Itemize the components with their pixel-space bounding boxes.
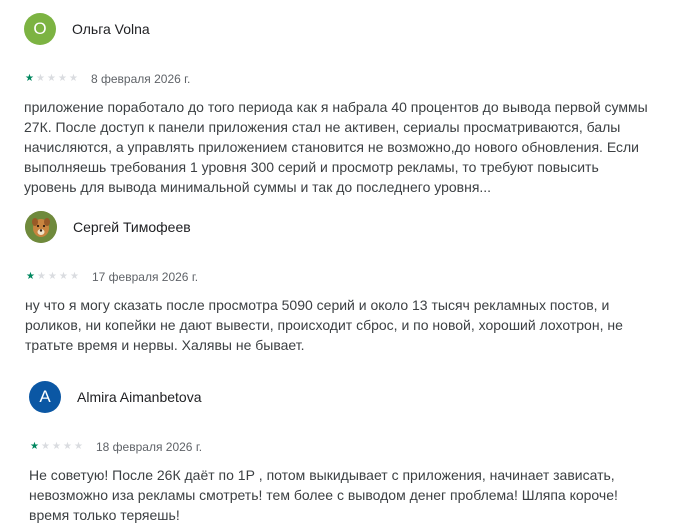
author-name: Almira Aimanbetova <box>77 389 202 405</box>
review-header <box>24 12 150 46</box>
star-rating <box>24 74 79 84</box>
review-text: приложение поработало до того периода как я набрала 40 процентов до вывода первой суммы 27К. После доступ к панели приложения стал не активен, сериалы просматриваются, балы начисляются, а управлять приложением становится не возможно,до нового обновления. Если выполняешь требования 1 уровня 300 серий и просмотр рекламы, то требуют повысить уровень для вывода минимальной суммы и так до последнего уровня... <box>24 99 648 195</box>
avatar <box>25 211 57 243</box>
star-rating <box>25 272 80 282</box>
star-empty-icon: ★ <box>70 271 79 282</box>
star-empty-icon: ★ <box>36 73 45 84</box>
star-empty-icon: ★ <box>69 73 78 84</box>
review-date: 17 февраля 2026 г. <box>92 270 199 284</box>
star-empty-icon: ★ <box>58 73 67 84</box>
star-empty-icon: ★ <box>47 73 56 84</box>
star-empty-icon: ★ <box>74 441 83 452</box>
author-name: Ольга Volna <box>72 21 150 37</box>
dog-photo-icon <box>25 211 57 243</box>
review-meta <box>29 440 202 454</box>
star-empty-icon: ★ <box>59 271 68 282</box>
star-empty-icon: ★ <box>37 271 46 282</box>
review-header <box>25 210 191 244</box>
star-empty-icon: ★ <box>52 441 61 452</box>
star-rating <box>29 442 84 452</box>
review-date: 18 февраля 2026 г. <box>96 440 203 454</box>
avatar: A <box>29 381 61 413</box>
review-header <box>29 380 202 414</box>
review-date: 8 февраля 2026 г. <box>91 72 191 86</box>
star-filled-icon: ★ <box>25 73 34 84</box>
review-text: ну что я могу сказать после просмотра 5090 серий и около 13 тысяч рекламных постов, и роликов, ни копейки не дают вывести, происходит сброс, и по новой, хороший лохотрон, не тратьте время и нервы. Халявы не бывает. <box>25 297 623 353</box>
author-name: Сергей Тимофеев <box>73 219 191 235</box>
star-filled-icon: ★ <box>26 271 35 282</box>
star-empty-icon: ★ <box>41 441 50 452</box>
star-filled-icon: ★ <box>30 441 39 452</box>
review-meta <box>24 72 190 86</box>
star-empty-icon: ★ <box>48 271 57 282</box>
review-text: Не советую! После 26К даёт по 1Р , потом выкидывает с приложения, начинает зависать, невозможно иза рекламы смотреть! тем более с выводом денег проблема! Шляпа короче! время только теряешь! <box>29 467 618 523</box>
star-empty-icon: ★ <box>63 441 72 452</box>
review-meta <box>25 270 198 284</box>
avatar: О <box>24 13 56 45</box>
